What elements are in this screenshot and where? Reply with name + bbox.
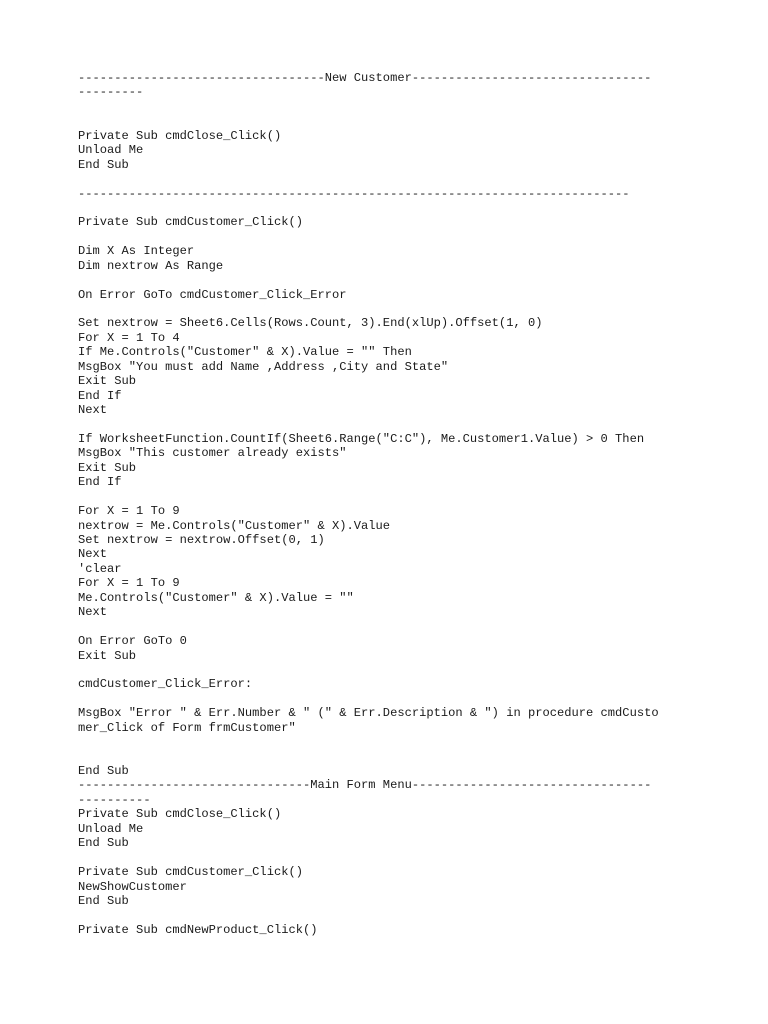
code-line	[78, 908, 698, 922]
code-line: --------------------------------Main Form Menu---------------------------------	[78, 778, 652, 793]
code-line: If Me.Controls("Customer" & X).Value = "" Then	[78, 345, 412, 360]
code-line: Unload Me	[78, 821, 144, 836]
code-line: End Sub	[78, 836, 129, 851]
code-line	[78, 230, 698, 244]
code-line: Next	[78, 605, 108, 620]
code-line: Exit Sub	[78, 460, 137, 475]
code-line: Private Sub cmdClose_Click()	[78, 807, 282, 822]
code-line: For X = 1 To 4	[78, 330, 180, 345]
code-line	[78, 663, 698, 677]
code-line	[78, 692, 698, 706]
code-line	[78, 201, 698, 215]
code-line	[78, 100, 698, 114]
code-line	[78, 302, 698, 316]
code-line	[78, 114, 698, 128]
code-line: Dim X As Integer	[78, 244, 195, 259]
code-line: End Sub	[78, 157, 129, 172]
code-line: End Sub	[78, 893, 129, 908]
code-line: For X = 1 To 9	[78, 504, 180, 519]
code-line: Me.Controls("Customer" & X).Value = ""	[78, 590, 354, 605]
code-line: Set nextrow = Sheet6.Cells(Rows.Count, 3).End(xlUp).Offset(1, 0)	[78, 316, 543, 331]
code-line: ----------------------------------------------------------------------------	[78, 186, 630, 201]
code-line: MsgBox "This customer already exists"	[78, 446, 347, 461]
code-line: End If	[78, 475, 122, 490]
code-line: On Error GoTo cmdCustomer_Click_Error	[78, 287, 347, 302]
code-line: Unload Me	[78, 143, 144, 158]
code-line: ---------	[78, 85, 144, 100]
code-line	[78, 273, 698, 287]
code-line: Next	[78, 547, 108, 562]
code-line: nextrow = Me.Controls("Customer" & X).Value	[78, 518, 391, 533]
code-listing	[78, 71, 698, 937]
code-line: End If	[78, 388, 122, 403]
code-line: ----------	[78, 792, 151, 807]
code-line: MsgBox "Error " & Err.Number & " (" & Err.Description & ") in procedure cmdCusto	[78, 706, 659, 721]
code-line	[78, 172, 698, 186]
code-line: MsgBox "You must add Name ,Address ,City and State"	[78, 359, 449, 374]
code-line: For X = 1 To 9	[78, 576, 180, 591]
code-line: Private Sub cmdCustomer_Click()	[78, 215, 303, 230]
code-line	[78, 490, 698, 504]
code-line: NewShowCustomer	[78, 879, 187, 894]
code-line: Exit Sub	[78, 648, 137, 663]
code-line: End Sub	[78, 764, 129, 778]
code-line: 'clear	[78, 561, 122, 576]
code-line	[78, 418, 698, 432]
code-line: Set nextrow = nextrow.Offset(0, 1)	[78, 533, 325, 547]
code-line	[78, 750, 698, 764]
code-line	[78, 620, 698, 634]
code-line: If WorksheetFunction.CountIf(Sheet6.Range("C:C"), Me.Customer1.Value) > 0 Then	[78, 431, 645, 446]
code-line: Private Sub cmdClose_Click()	[78, 128, 282, 143]
code-line: Next	[78, 403, 108, 418]
code-line	[78, 735, 698, 749]
code-line: Private Sub cmdNewProduct_Click()	[78, 922, 318, 937]
code-line: Exit Sub	[78, 374, 137, 389]
code-line: Private Sub cmdCustomer_Click()	[78, 865, 303, 880]
code-line: mer_Click of Form frmCustomer"	[78, 720, 296, 735]
code-line	[78, 851, 698, 865]
code-line: Dim nextrow As Range	[78, 258, 224, 273]
code-line: On Error GoTo 0	[78, 634, 187, 649]
code-line: ----------------------------------New Customer---------------------------------	[78, 71, 652, 85]
code-line: cmdCustomer_Click_Error:	[78, 677, 253, 692]
